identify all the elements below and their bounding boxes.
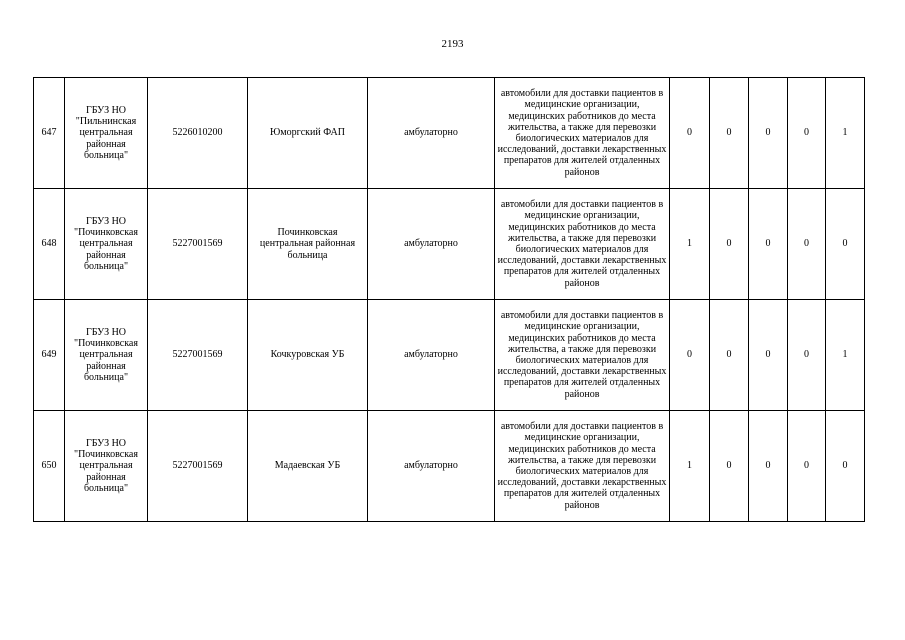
care-type: амбулаторно (368, 300, 495, 411)
organization-name: ГБУЗ НО "Починковская центральная районная больница" (65, 411, 148, 522)
count-cell: 0 (749, 411, 788, 522)
table-row (34, 78, 865, 189)
count-cell: 1 (826, 300, 865, 411)
vehicle-purpose: автомобили для доставки пациентов в медицинские организации, медицинских работников до места жительства, а также для перевозки биологических материалов для исследований, доставки лекарственных препаратов для жителей отдаленных районов (495, 300, 670, 411)
facility-name: Юморгский ФАП (248, 78, 368, 189)
count-cell: 0 (670, 300, 710, 411)
organization-name: ГБУЗ НО "Починковская центральная районная больница" (65, 300, 148, 411)
count-cell: 0 (788, 189, 826, 300)
vehicle-purpose: автомобили для доставки пациентов в медицинские организации, медицинских работников до места жительства, а также для перевозки биологических материалов для исследований, доставки лекарственных препаратов для жителей отдаленных районов (495, 189, 670, 300)
inn-code: 5227001569 (148, 189, 248, 300)
count-cell: 0 (826, 411, 865, 522)
inn-code: 5227001569 (148, 300, 248, 411)
row-number: 650 (34, 411, 65, 522)
count-cell: 0 (710, 411, 749, 522)
inn-code: 5226010200 (148, 78, 248, 189)
table-row (34, 300, 865, 411)
vehicle-allocation-table (33, 77, 865, 522)
row-number: 647 (34, 78, 65, 189)
care-type: амбулаторно (368, 78, 495, 189)
count-cell: 0 (749, 189, 788, 300)
row-number: 648 (34, 189, 65, 300)
inn-code: 5227001569 (148, 411, 248, 522)
organization-name: ГБУЗ НО "Пильнинская центральная районная больница" (65, 78, 148, 189)
table-row (34, 189, 865, 300)
count-cell: 0 (749, 78, 788, 189)
care-type: амбулаторно (368, 189, 495, 300)
row-number: 649 (34, 300, 65, 411)
page-number: 2193 (441, 38, 464, 50)
count-cell: 0 (749, 300, 788, 411)
count-cell: 0 (788, 78, 826, 189)
count-cell: 1 (670, 189, 710, 300)
count-cell: 0 (710, 78, 749, 189)
count-cell: 1 (670, 411, 710, 522)
count-cell: 0 (710, 189, 749, 300)
count-cell: 1 (826, 78, 865, 189)
count-cell: 0 (788, 411, 826, 522)
facility-name: Починковская центральная районная больница (248, 189, 368, 300)
facility-name: Мадаевская УБ (248, 411, 368, 522)
count-cell: 0 (710, 300, 749, 411)
facility-name: Кочкуровская УБ (248, 300, 368, 411)
organization-name: ГБУЗ НО "Починковская центральная районная больница" (65, 189, 148, 300)
vehicle-purpose: автомобили для доставки пациентов в медицинские организации, медицинских работников до места жительства, а также для перевозки биологических материалов для исследований, доставки лекарственных препаратов для жителей отдаленных районов (495, 78, 670, 189)
vehicle-purpose: автомобили для доставки пациентов в медицинские организации, медицинских работников до места жительства, а также для перевозки биологических материалов для исследований, доставки лекарственных препаратов для жителей отдаленных районов (495, 411, 670, 522)
care-type: амбулаторно (368, 411, 495, 522)
count-cell: 0 (826, 189, 865, 300)
table-row (34, 411, 865, 522)
count-cell: 0 (670, 78, 710, 189)
count-cell: 0 (788, 300, 826, 411)
